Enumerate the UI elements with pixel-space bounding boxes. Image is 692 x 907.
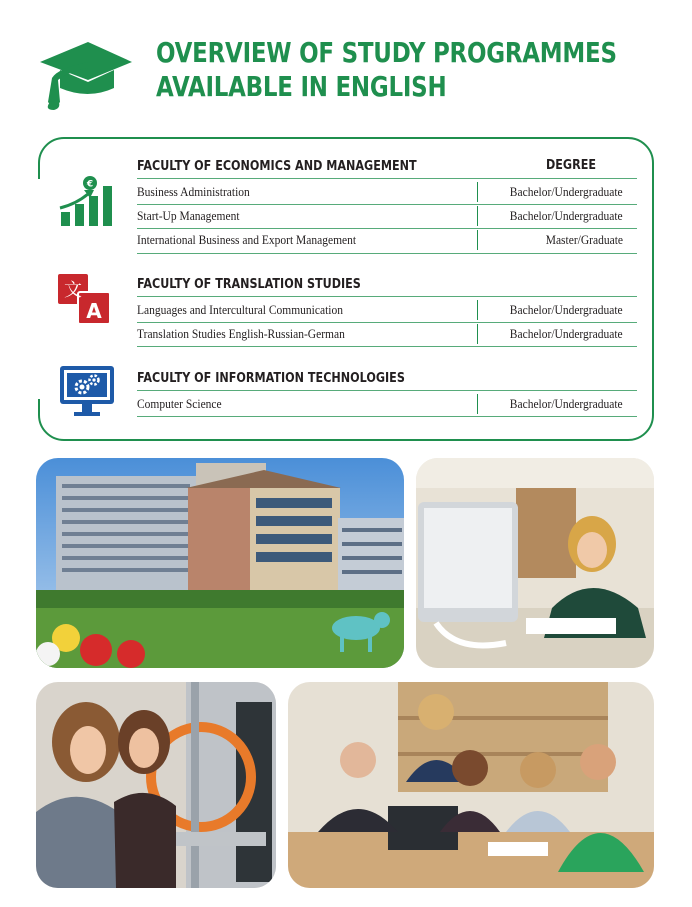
- program-row: [137, 181, 637, 203]
- program-degree: Bachelor/Undergraduate: [510, 185, 623, 199]
- program-degree: Bachelor/Undergraduate: [510, 209, 623, 223]
- svg-text:€: €: [86, 179, 94, 190]
- faculty-title-economics: FACULTY OF ECONOMICS AND MANAGEMENT: [137, 159, 417, 174]
- program-name: Translation Studies English-Russian-German: [137, 327, 345, 341]
- program-row: [137, 323, 637, 345]
- translation-icon-letter: A: [86, 299, 102, 323]
- degree-column-header: DEGREE: [546, 158, 596, 173]
- faculty-title-it: FACULTY OF INFORMATION TECHNOLOGIES: [137, 371, 405, 386]
- program-degree: Bachelor/Undergraduate: [510, 303, 623, 317]
- program-name: Languages and Intercultural Communication: [137, 303, 343, 317]
- student-at-computer-photo: [416, 458, 654, 668]
- program-row: [137, 229, 637, 251]
- computer-gears-icon: [58, 364, 116, 418]
- program-name: Business Administration: [137, 185, 250, 199]
- graduation-cap-icon: [38, 38, 134, 112]
- faculty-title-translation: FACULTY OF TRANSLATION STUDIES: [137, 277, 361, 292]
- students-in-lab-photo: [36, 682, 276, 888]
- program-name: Computer Science: [137, 397, 222, 411]
- program-degree: Master/Graduate: [545, 233, 623, 247]
- program-degree: Bachelor/Undergraduate: [510, 327, 623, 341]
- page-title: OVERVIEW OF STUDY PROGRAMMES AVAILABLE IN ENGLISH: [156, 36, 617, 103]
- program-row: [137, 205, 637, 227]
- program-name: Start-Up Management: [137, 209, 240, 223]
- program-row: [137, 299, 637, 321]
- growth-chart-icon: [58, 174, 116, 228]
- program-row: [137, 393, 637, 415]
- svg-text:文: 文: [64, 280, 82, 301]
- students-group-study-photo: [288, 682, 654, 888]
- translation-icon: [58, 274, 110, 324]
- campus-building-photo: [36, 458, 404, 668]
- program-degree: Bachelor/Undergraduate: [510, 397, 623, 411]
- program-name: International Business and Export Management: [137, 233, 357, 247]
